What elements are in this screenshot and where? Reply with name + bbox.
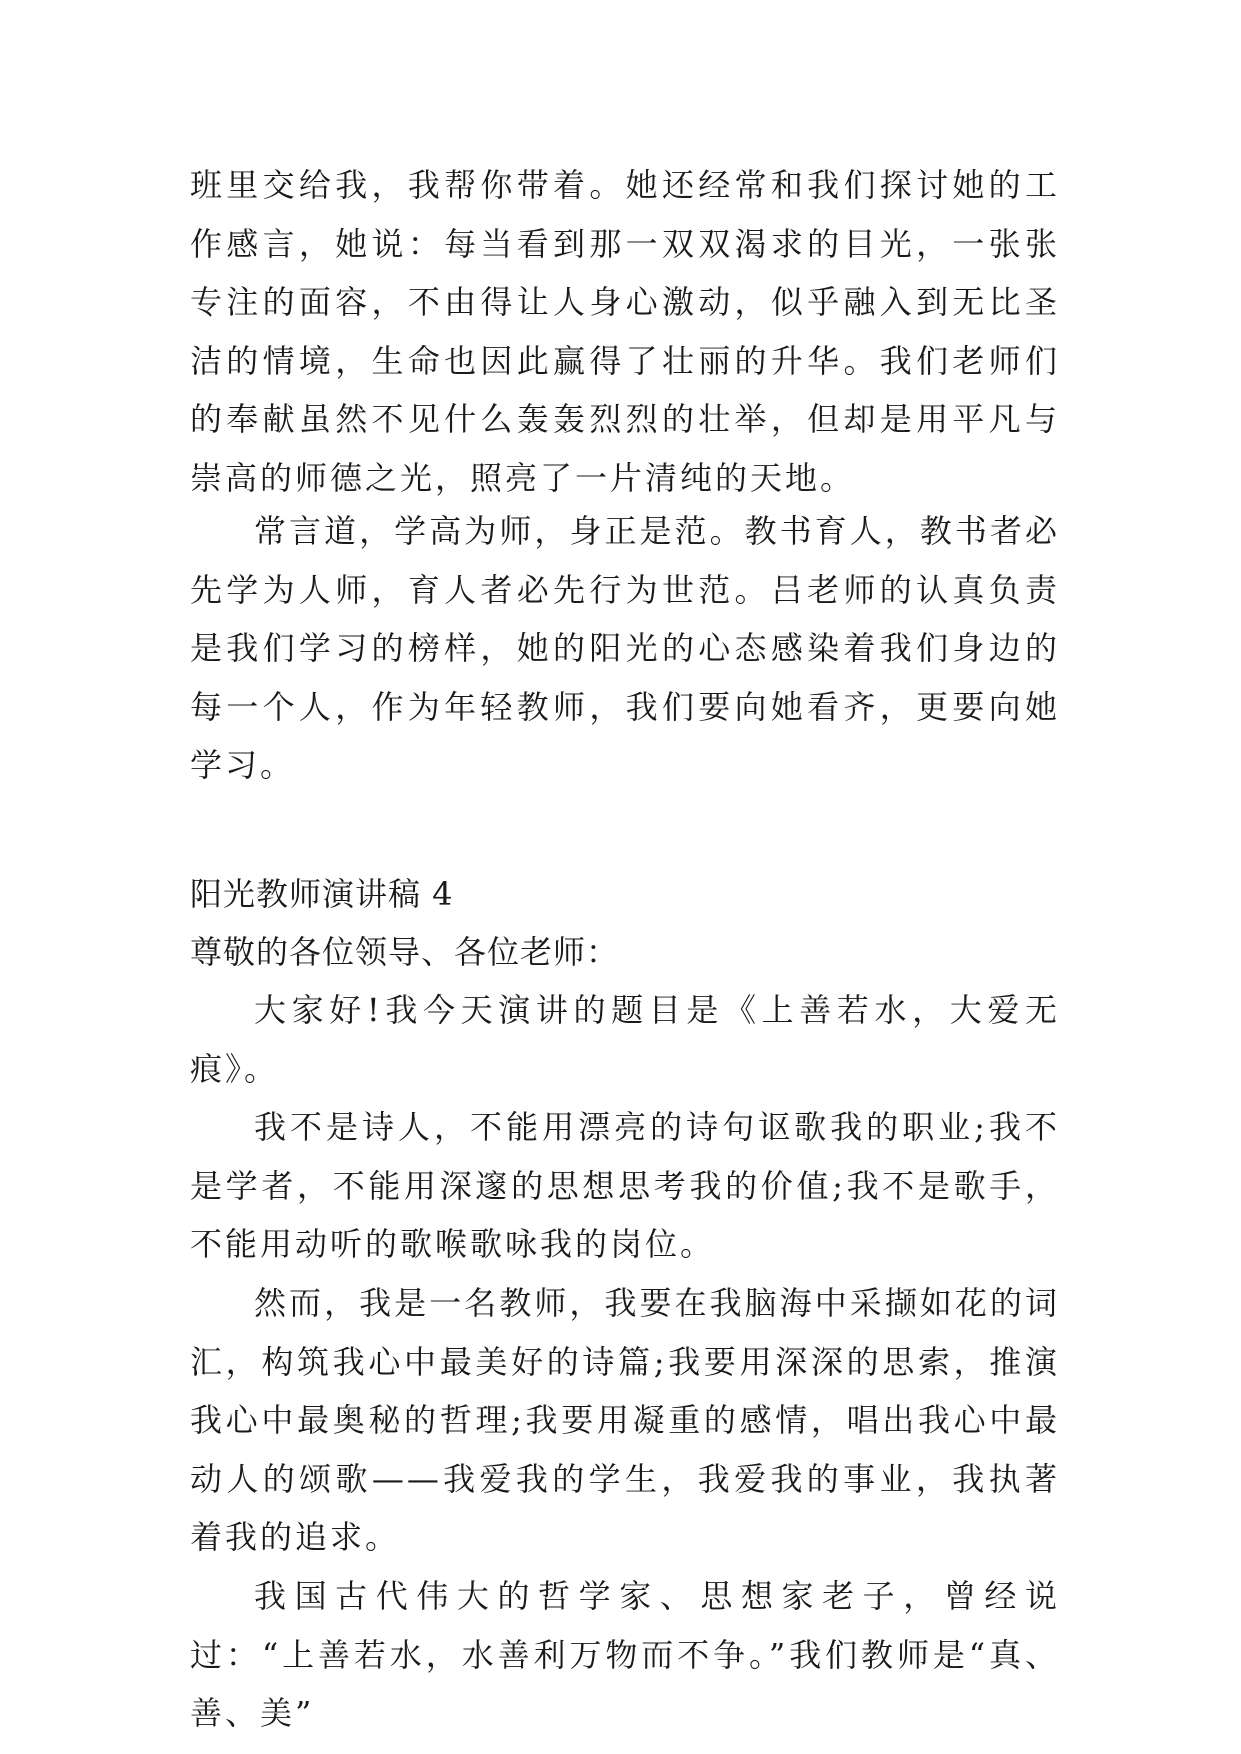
section-continuation: [190, 156, 1060, 508]
paragraph: 大家好!我今天演讲的题目是《上善若水，大爱无痕》。: [190, 991, 1060, 1088]
section-continuation-2: [190, 502, 1060, 795]
paragraph: 我国古代伟大的哲学家、思想家老子，曾经说过：“上善若水，水善利万物而不争。”我们教师是“真、善、美”: [190, 1576, 1060, 1733]
salutation: 尊敬的各位领导、各位老师：: [190, 933, 620, 971]
paragraph-continued: 班里交给我，我帮你带着。她还经常和我们探讨她的工作感言，她说：每当看到那一双双渴求的目光，一张张专注的面容，不由得让人身心激动，似乎融入到无比圣洁的情境，生命也因此赢得了壮丽的升华。我们老师们的奉献虽然不见什么轰轰烈烈的壮举，但却是用平凡与崇高的师德之光，照亮了一片清纯的天地。: [190, 166, 1060, 497]
speech-title: 阳光教师演讲稿 4: [190, 875, 454, 913]
paragraph: 我不是诗人，不能用漂亮的诗句讴歌我的职业;我不是学者，不能用深邃的思想思考我的价值;我不是歌手，不能用动听的歌喉歌咏我的岗位。: [190, 1108, 1060, 1264]
speech-section: [190, 865, 1060, 1743]
paragraph: 常言道，学高为师，身正是范。教书育人，教书者必先学为人师，育人者必先行为世范。吕老师的认真负责是我们学习的榜样，她的阳光的心态感染着我们身边的每一个人，作为年轻教师，我们要向她看齐，更要向她学习。: [190, 512, 1060, 785]
paragraph: 然而，我是一名教师，我要在我脑海中采撷如花的词汇，构筑我心中最美好的诗篇;我要用深深的思索，推演我心中最奥秘的哲理;我要用凝重的感情，唱出我心中最动人的颂歌——我爱我的学生，我爱我的事业，我执著着我的追求。: [190, 1283, 1060, 1557]
